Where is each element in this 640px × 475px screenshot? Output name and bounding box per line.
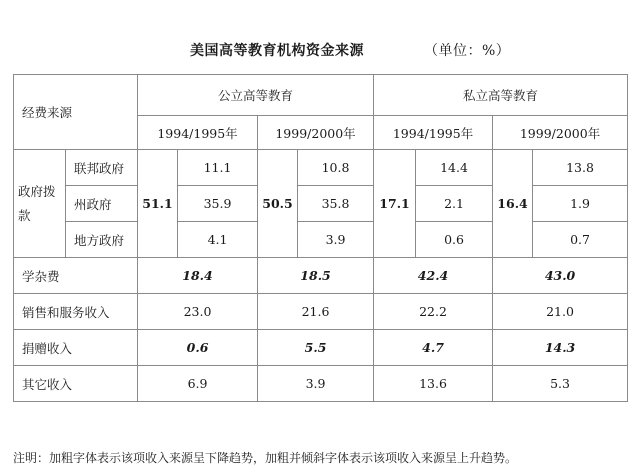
cell-value: 2.1: [416, 186, 493, 222]
cell-value: 21.0: [493, 294, 628, 330]
cell-value: 14.4: [416, 150, 493, 186]
cell-value: 21.6: [258, 294, 374, 330]
cell-value: 4.1: [178, 222, 258, 258]
table-row: [14, 258, 628, 294]
header-period: 1994/1995年: [138, 116, 258, 150]
table-row: [14, 294, 628, 330]
cell-value: 18.5: [258, 258, 374, 294]
cell-value: 5.5: [258, 330, 374, 366]
government-total: 16.4: [493, 150, 533, 258]
cell-value: 0.7: [533, 222, 628, 258]
government-total: 17.1: [374, 150, 416, 258]
cell-value: 13.8: [533, 150, 628, 186]
table-title: 美国高等教育机构资金来源: [190, 43, 364, 59]
footnote: 注明：加粗字体表示该项收入来源呈下降趋势，加粗并倾斜字体表示该项收入来源呈上升趋势。: [13, 451, 518, 465]
header-period: 1994/1995年: [374, 116, 493, 150]
government-label: [14, 150, 66, 258]
cell-value: 0.6: [138, 330, 258, 366]
table-row: [14, 222, 628, 258]
cell-value: 11.1: [178, 150, 258, 186]
header-row-1: [14, 75, 628, 116]
government-total: 50.5: [258, 150, 298, 258]
cell-value: 18.4: [138, 258, 258, 294]
header-private: 私立高等教育: [374, 75, 628, 116]
table-row: [14, 186, 628, 222]
cell-value: 3.9: [298, 222, 374, 258]
government-total: 51.1: [138, 150, 178, 258]
cell-value: 35.8: [298, 186, 374, 222]
header-source: 经费来源: [14, 75, 138, 150]
cell-value: 1.9: [533, 186, 628, 222]
row-label: 其它收入: [14, 366, 138, 402]
cell-value: 4.7: [374, 330, 493, 366]
header-period: 1999/2000年: [258, 116, 374, 150]
row-label: 销售和服务收入: [14, 294, 138, 330]
cell-value: 23.0: [138, 294, 258, 330]
government-label-line2: 款: [18, 207, 31, 223]
table-title-row: [0, 40, 640, 60]
cell-value: 14.3: [493, 330, 628, 366]
cell-value: 10.8: [298, 150, 374, 186]
row-label: 捐赠收入: [14, 330, 138, 366]
cell-value: 6.9: [138, 366, 258, 402]
cell-value: 35.9: [178, 186, 258, 222]
header-public: 公立高等教育: [138, 75, 374, 116]
unit-label: （单位：%）: [424, 43, 511, 59]
table-row: [14, 366, 628, 402]
cell-value: 43.0: [493, 258, 628, 294]
table-row: [14, 330, 628, 366]
funding-sources-table: [13, 74, 628, 402]
cell-value: 5.3: [493, 366, 628, 402]
government-label-line1: 政府拨: [18, 183, 56, 199]
header-period: 1999/2000年: [493, 116, 628, 150]
cell-value: 22.2: [374, 294, 493, 330]
table-row: [14, 150, 628, 186]
row-label: 学杂费: [14, 258, 138, 294]
cell-value: 13.6: [374, 366, 493, 402]
cell-value: 0.6: [416, 222, 493, 258]
local-label: 地方政府: [66, 222, 138, 258]
cell-value: 42.4: [374, 258, 493, 294]
state-label: 州政府: [66, 186, 138, 222]
federal-label: 联邦政府: [66, 150, 138, 186]
cell-value: 3.9: [258, 366, 374, 402]
